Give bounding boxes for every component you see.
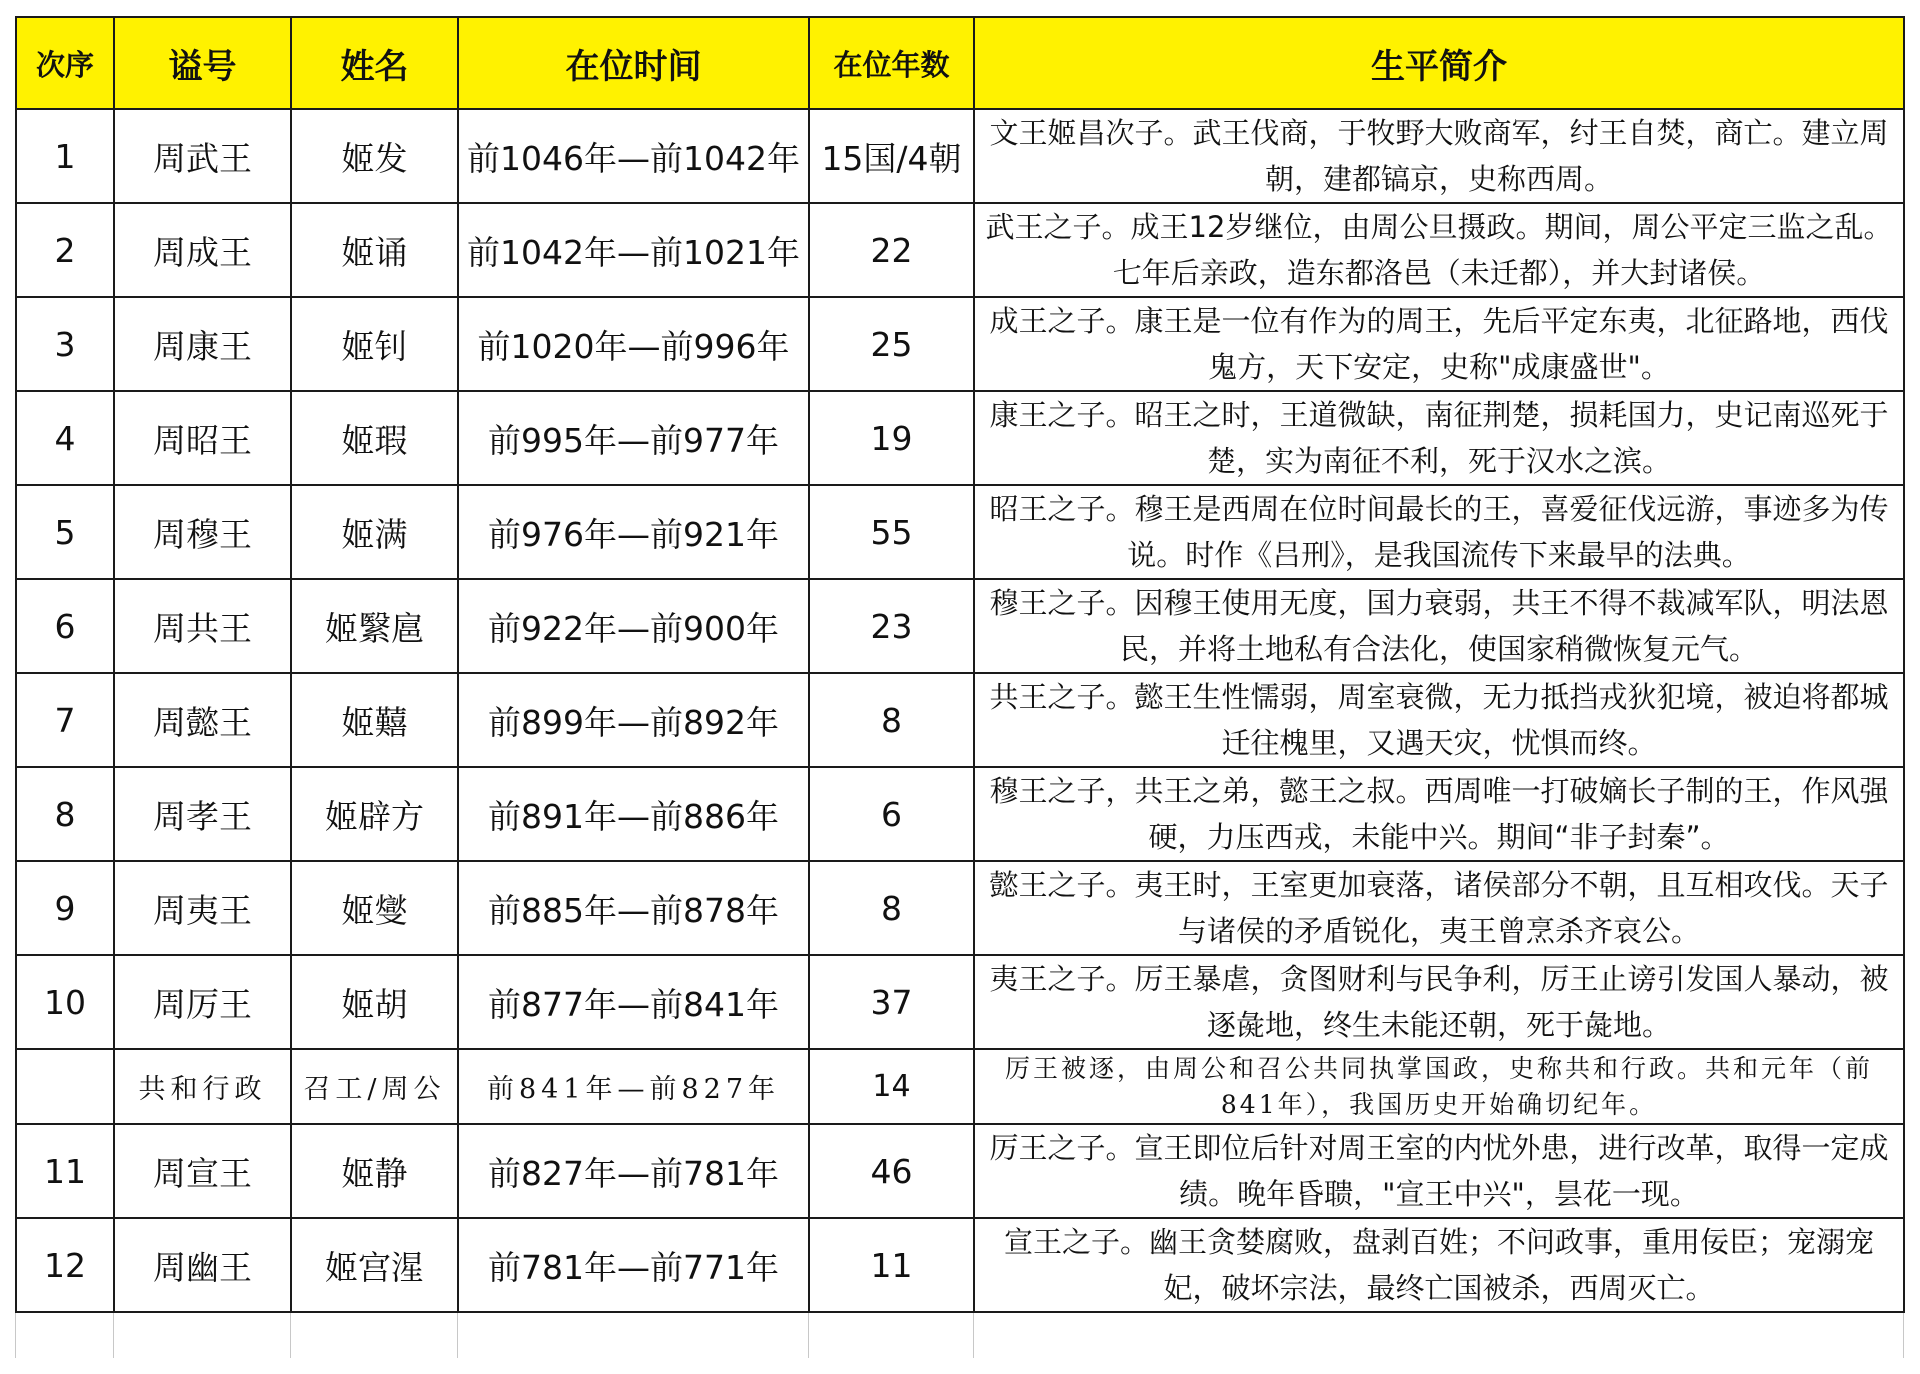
cell-reign: 前1020年—前996年	[458, 297, 809, 391]
table-row	[16, 955, 1904, 1049]
cell-order: 3	[16, 297, 114, 391]
cell-title: 周成王	[114, 203, 291, 297]
cell-reign: 前781年—前771年	[458, 1218, 809, 1312]
cell-reign: 前922年—前900年	[458, 579, 809, 673]
cell-reign: 前995年—前977年	[458, 391, 809, 485]
header-reign-years: 在位年数	[809, 17, 974, 109]
cell-name: 姬发	[291, 109, 458, 203]
cell-name: 姬满	[291, 485, 458, 579]
cell-years: 37	[809, 955, 974, 1049]
cell-title: 周昭王	[114, 391, 291, 485]
cell-title: 共和行政	[114, 1049, 291, 1124]
header-row	[16, 17, 1904, 109]
cell-reign: 前1046年—前1042年	[458, 109, 809, 203]
table-row-regency	[16, 1049, 1904, 1124]
empty-gridline	[808, 1313, 809, 1358]
cell-reign: 前841年—前827年	[458, 1049, 809, 1124]
header-posthumous-title: 谥号	[114, 17, 291, 109]
cell-bio: 康王之子。昭王之时，王道微缺，南征荆楚，损耗国力，史记南巡死于楚，实为南征不利，死于汉水之滨。	[974, 391, 1904, 485]
cell-reign: 前877年—前841年	[458, 955, 809, 1049]
cell-reign: 前976年—前921年	[458, 485, 809, 579]
cell-title: 周康王	[114, 297, 291, 391]
cell-bio: 文王姬昌次子。武王伐商，于牧野大败商军，纣王自焚，商亡。建立周朝，建都镐京，史称西周。	[974, 109, 1904, 203]
table-row	[16, 203, 1904, 297]
cell-reign: 前899年—前892年	[458, 673, 809, 767]
table-row	[16, 579, 1904, 673]
cell-years: 14	[809, 1049, 974, 1124]
cell-bio: 厉王被逐，由周公和召公共同执掌国政，史称共和行政。共和元年（前841年），我国历史开始确切纪年。	[974, 1049, 1904, 1124]
empty-gridline	[457, 1313, 458, 1358]
cell-title: 周懿王	[114, 673, 291, 767]
cell-title: 周穆王	[114, 485, 291, 579]
cell-name: 姬燮	[291, 861, 458, 955]
empty-gridline	[290, 1313, 291, 1358]
cell-bio: 厉王之子。宣王即位后针对周王室的内忧外患，进行改革，取得一定成绩。晚年昏聩，"宣王中兴"，昙花一现。	[974, 1124, 1904, 1218]
cell-bio: 成王之子。康王是一位有作为的周王，先后平定东夷，北征路地，西伐鬼方，天下安定，史称"成康盛世"。	[974, 297, 1904, 391]
cell-order: 4	[16, 391, 114, 485]
cell-years: 8	[809, 861, 974, 955]
table-row	[16, 1124, 1904, 1218]
cell-order: 5	[16, 485, 114, 579]
cell-order: 12	[16, 1218, 114, 1312]
cell-title: 周厉王	[114, 955, 291, 1049]
cell-bio: 懿王之子。夷王时，王室更加衰落，诸侯部分不朝，且互相攻伐。天子与诸侯的矛盾锐化，夷王曾烹杀齐哀公。	[974, 861, 1904, 955]
cell-years: 22	[809, 203, 974, 297]
cell-bio: 穆王之子。因穆王使用无度，国力衰弱，共王不得不裁减军队，明法恩民，并将土地私有合法化，使国家稍微恢复元气。	[974, 579, 1904, 673]
empty-gridline	[15, 1313, 16, 1358]
header-order: 次序	[16, 17, 114, 109]
empty-gridline	[973, 1313, 974, 1358]
cell-order: 10	[16, 955, 114, 1049]
cell-order: 11	[16, 1124, 114, 1218]
cell-name: 姬辟方	[291, 767, 458, 861]
cell-bio: 昭王之子。穆王是西周在位时间最长的王，喜爱征伐远游，事迹多为传说。时作《吕刑》，是我国流传下来最早的法典。	[974, 485, 1904, 579]
cell-name: 姬囏	[291, 673, 458, 767]
cell-title: 周共王	[114, 579, 291, 673]
cell-years: 19	[809, 391, 974, 485]
cell-order: 9	[16, 861, 114, 955]
header-reign-period: 在位时间	[458, 17, 809, 109]
cell-order: 2	[16, 203, 114, 297]
cell-years: 8	[809, 673, 974, 767]
table-row	[16, 485, 1904, 579]
cell-years: 23	[809, 579, 974, 673]
cell-name: 姬诵	[291, 203, 458, 297]
cell-bio: 宣王之子。幽王贪婪腐败，盘剥百姓；不问政事，重用佞臣；宠溺宠妃，破坏宗法，最终亡国被杀，西周灭亡。	[974, 1218, 1904, 1312]
cell-years: 15国/4朝	[809, 109, 974, 203]
cell-name: 姬繄扈	[291, 579, 458, 673]
cell-order	[16, 1049, 114, 1124]
cell-name: 姬宫湦	[291, 1218, 458, 1312]
cell-name: 姬瑕	[291, 391, 458, 485]
header-name: 姓名	[291, 17, 458, 109]
cell-name: 姬胡	[291, 955, 458, 1049]
cell-years: 25	[809, 297, 974, 391]
cell-order: 7	[16, 673, 114, 767]
cell-title: 周幽王	[114, 1218, 291, 1312]
cell-bio: 共王之子。懿王生性懦弱，周室衰微，无力抵挡戎狄犯境，被迫将都城迁往槐里，又遇天灾，忧惧而终。	[974, 673, 1904, 767]
cell-reign: 前891年—前886年	[458, 767, 809, 861]
cell-title: 周武王	[114, 109, 291, 203]
table-row	[16, 861, 1904, 955]
table-row	[16, 767, 1904, 861]
table-row	[16, 297, 1904, 391]
cell-bio: 武王之子。成王12岁继位，由周公旦摄政。期间，周公平定三监之乱。七年后亲政，造东都洛邑（未迁都），并大封诸侯。	[974, 203, 1904, 297]
cell-years: 46	[809, 1124, 974, 1218]
cell-bio: 夷王之子。厉王暴虐，贪图财利与民争利，厉王止谤引发国人暴动，被逐彘地，终生未能还朝，死于彘地。	[974, 955, 1904, 1049]
table-row	[16, 391, 1904, 485]
cell-order: 1	[16, 109, 114, 203]
table-row	[16, 673, 1904, 767]
cell-title: 周宣王	[114, 1124, 291, 1218]
cell-reign: 前1042年—前1021年	[458, 203, 809, 297]
table-row	[16, 1218, 1904, 1312]
header-biography: 生平简介	[974, 17, 1904, 109]
cell-years: 6	[809, 767, 974, 861]
cell-title: 周孝王	[114, 767, 291, 861]
cell-order: 6	[16, 579, 114, 673]
cell-title: 周夷王	[114, 861, 291, 955]
cell-name: 姬静	[291, 1124, 458, 1218]
western-zhou-kings-table	[15, 16, 1905, 1313]
cell-years: 55	[809, 485, 974, 579]
cell-reign: 前827年—前781年	[458, 1124, 809, 1218]
empty-gridline	[1903, 1313, 1904, 1358]
cell-name: 姬钊	[291, 297, 458, 391]
empty-gridline	[113, 1313, 114, 1358]
table-row	[16, 109, 1904, 203]
cell-bio: 穆王之子，共王之弟，懿王之叔。西周唯一打破嫡长子制的王，作风强硬，力压西戎，未能中兴。期间“非子封秦”。	[974, 767, 1904, 861]
cell-order: 8	[16, 767, 114, 861]
cell-name: 召工/周公	[291, 1049, 458, 1124]
cell-reign: 前885年—前878年	[458, 861, 809, 955]
cell-years: 11	[809, 1218, 974, 1312]
